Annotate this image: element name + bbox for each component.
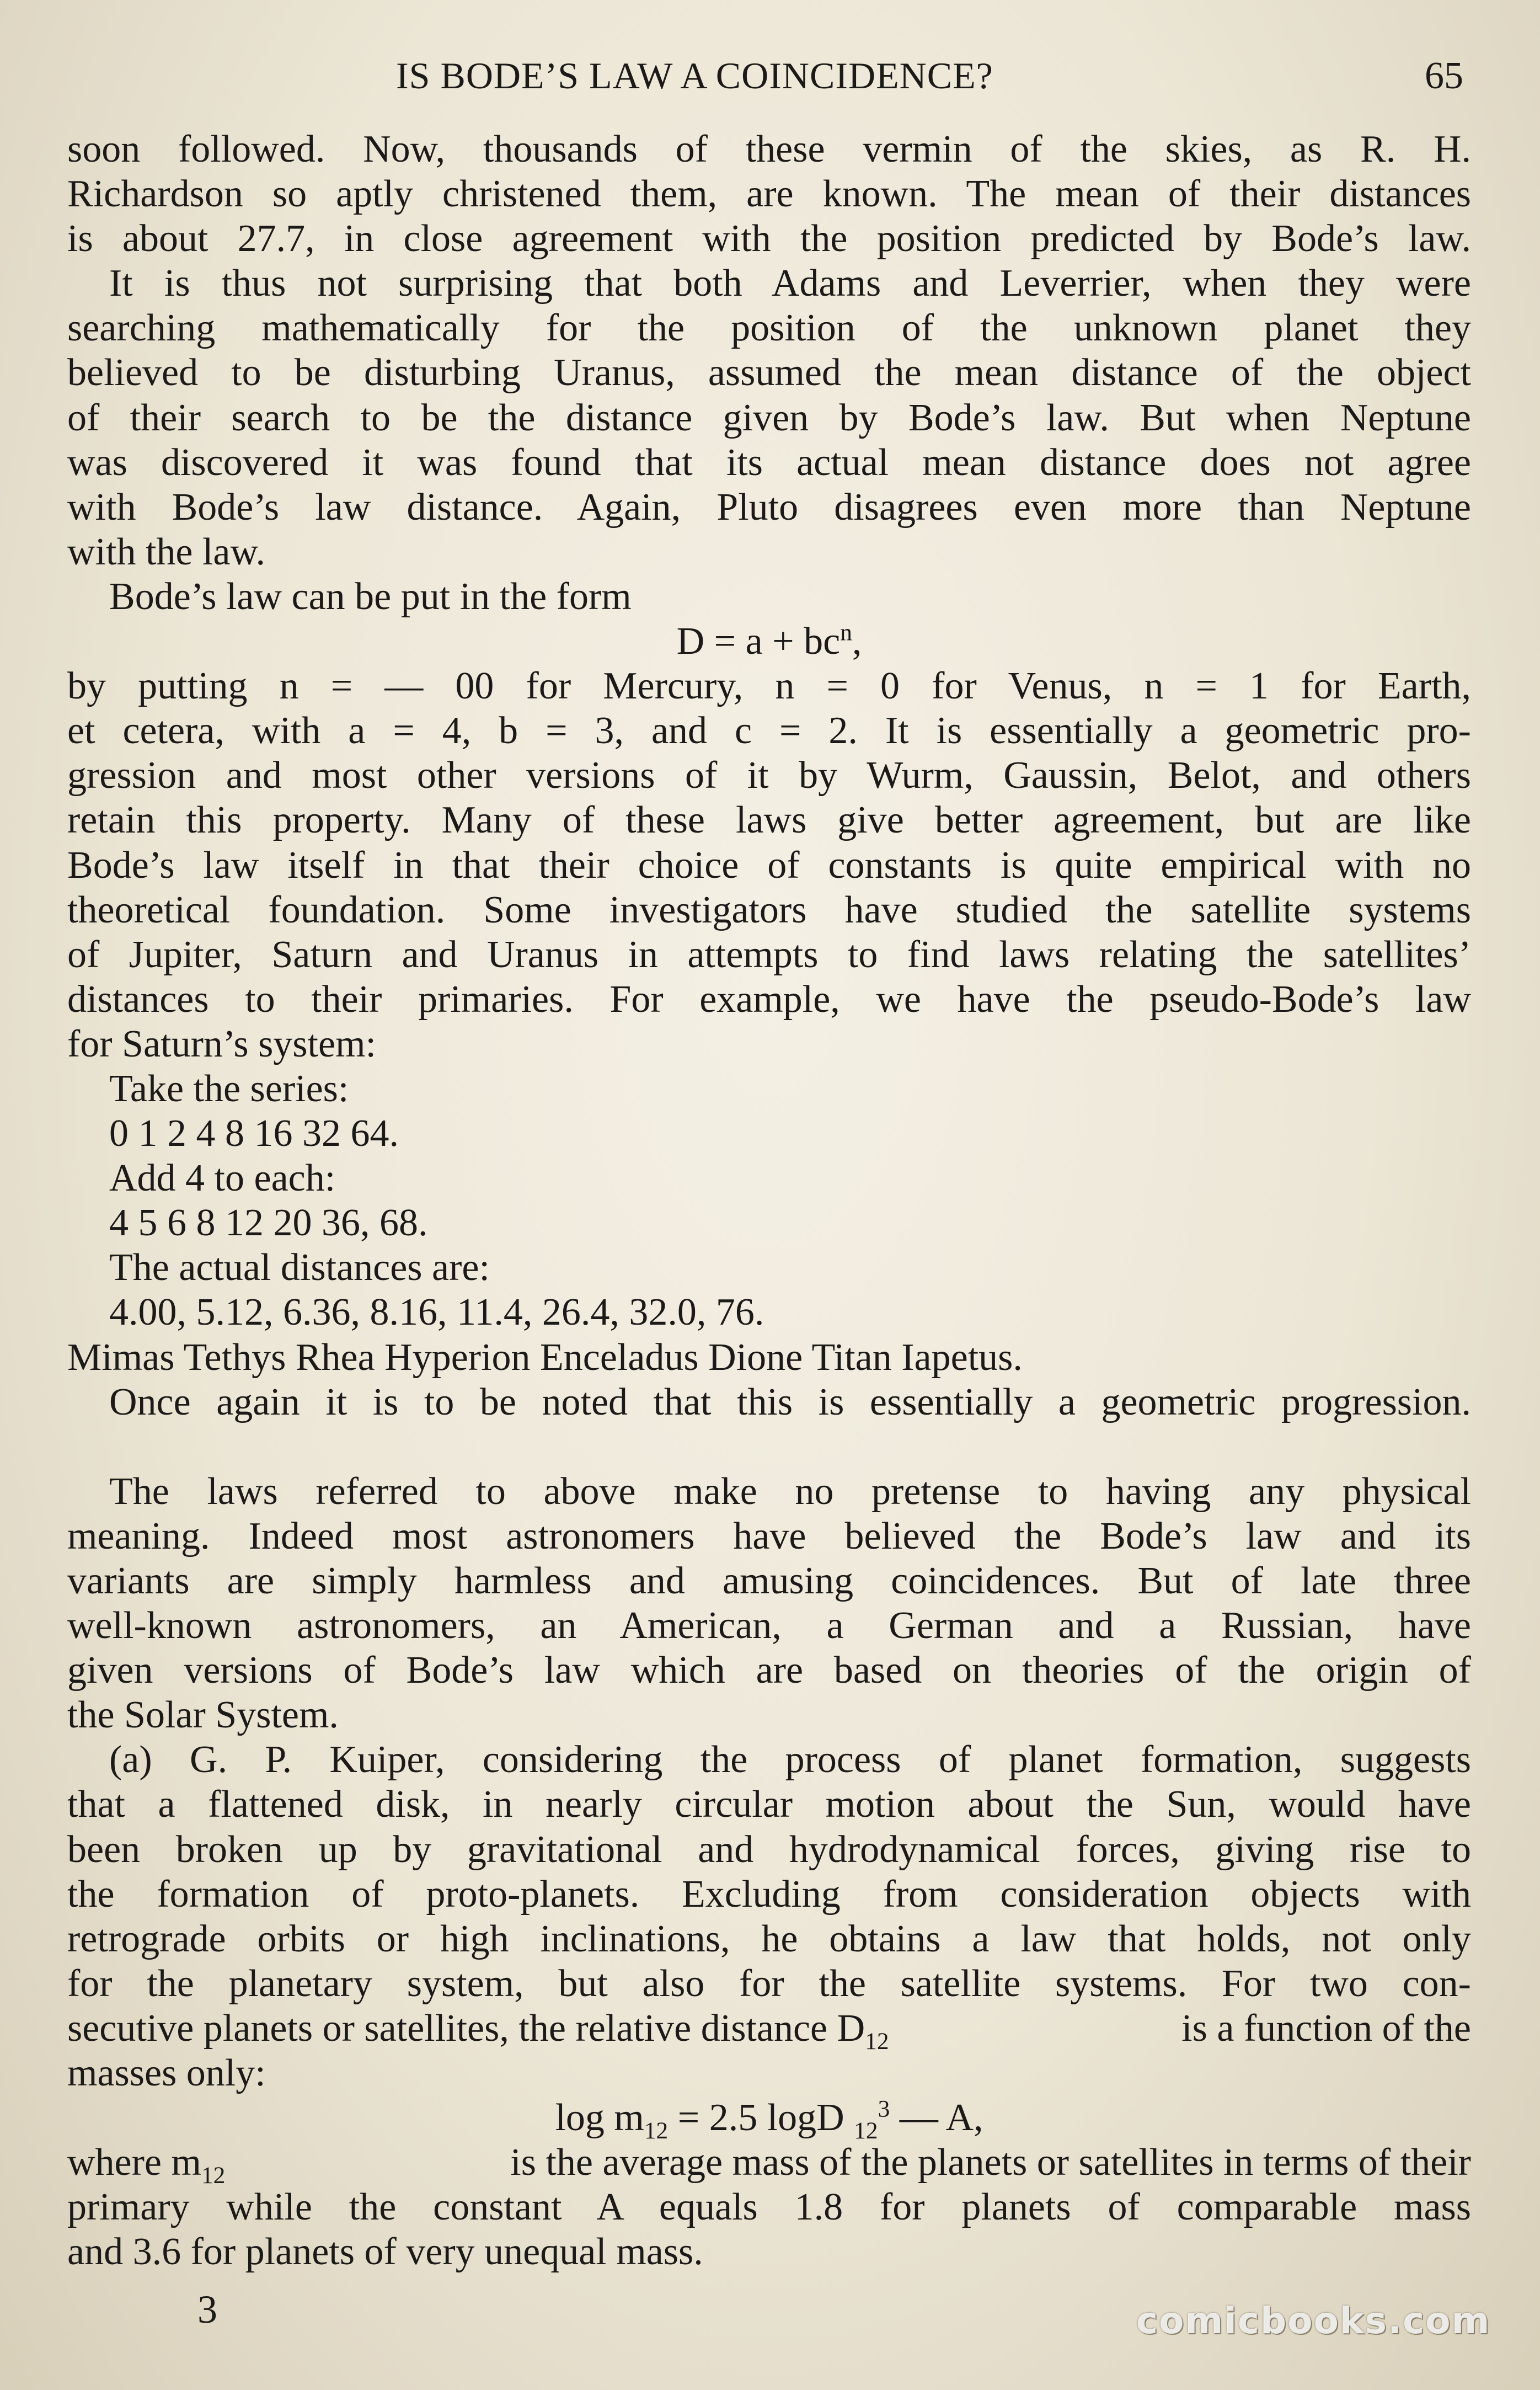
text-line: It is thus not surprising that both Adams and Leverrier, when they were	[109, 262, 1471, 305]
watermark: comicbooks.com	[1136, 2300, 1491, 2342]
text-line: of Jupiter, Saturn and Uranus in attempts to find laws relating the satellites’	[67, 933, 1471, 976]
text-line: gression and most other versions of it by Wurm, Gaussin, Belot, and others	[67, 754, 1471, 797]
text-line: variants are simply harmless and amusing coincidences. But of late three	[67, 1560, 1471, 1602]
paragraph-gap	[67, 1425, 1471, 1469]
text-line: and 3.6 for planets of very unequal mass.	[67, 2231, 703, 2274]
actual-distances: 4.00, 5.12, 6.36, 8.16, 11.4, 26.4, 32.0, 76.	[109, 1291, 764, 1334]
formula-bode	[67, 619, 1471, 664]
text-line: soon followed. Now, thousands of these vermin of the skies, as R. H.	[67, 128, 1471, 170]
text-line: well-known astronomers, an American, a German and a Russian, have	[67, 1604, 1471, 1647]
text-line: Once again it is to be noted that this is essentially a geometric progression.	[109, 1380, 1471, 1423]
text-segment: is the average mass of the planets or satellites in terms of their	[500, 2141, 1471, 2184]
body-text	[67, 127, 1471, 2275]
text-line-with-subscript	[67, 2140, 1471, 2189]
subscript-12: 12	[854, 2117, 878, 2144]
text-line: the Solar System.	[67, 1694, 339, 1737]
text-line: with Bode’s law distance. Again, Pluto disagrees even more than Neptune	[67, 486, 1471, 529]
text-line: was discovered it was found that its actual mean distance does not agree	[67, 441, 1471, 484]
series-values-plus-four: 4 5 6 8 12 20 36, 68.	[109, 1202, 428, 1245]
text-line-with-subscript	[67, 2006, 1471, 2055]
formula-part: = 2.5 logD	[668, 2096, 854, 2140]
text-line: retain this property. Many of these laws give better agreement, but are like	[67, 799, 1471, 842]
text-line: The actual distances are:	[109, 1246, 490, 1289]
page-number: 65	[1425, 55, 1463, 97]
running-title: IS BODE’S LAW A COINCIDENCE?	[396, 55, 993, 97]
text-line: searching mathematically for the position of the unknown planet they	[67, 307, 1471, 350]
text-line: by putting n = — 00 for Mercury, n = 0 for Venus, n = 1 for Earth,	[67, 665, 1471, 708]
text-line: for the planetary system, but also for the satellite systems. For two con-	[67, 1962, 1471, 2005]
subscript-12: 12	[201, 2162, 226, 2189]
text-line: distances to their primaries. For example, we have the pseudo-Bode’s law	[67, 978, 1471, 1021]
text-line: masses only:	[67, 2052, 266, 2095]
formula-exponent: n	[840, 619, 852, 646]
text-line: with the law.	[67, 530, 265, 573]
signature-mark: 3	[197, 2287, 217, 2332]
text-line: the formation of proto-planets. Excluding from consideration objects with	[67, 1872, 1471, 1916]
text-line: (a) G. P. Kuiper, considering the process of planet formation, suggests	[109, 1738, 1471, 1781]
text-segment: is a function of the	[1172, 2007, 1471, 2050]
superscript-3: 3	[878, 2095, 890, 2122]
text-line: is about 27.7, in close agreement with the position predicted by Bode’s law.	[67, 217, 1471, 260]
text-line: Take the series:	[109, 1067, 349, 1110]
text-line: meaning. Indeed most astronomers have believed the Bode’s law and its	[67, 1514, 1471, 1557]
formula-kuiper	[67, 2095, 1471, 2144]
text-line: of their search to be the distance given by Bode’s law. But when Neptune	[67, 396, 1471, 439]
text-line: believed to be disturbing Uranus, assumed the mean distance of the object	[67, 351, 1471, 394]
text-line: for Saturn’s system:	[67, 1022, 376, 1065]
text-line: been broken up by gravitational and hydrodynamical forces, giving rise to	[67, 1828, 1471, 1871]
text-line: that a flattened disk, in nearly circular motion about the Sun, would have	[67, 1783, 1471, 1826]
formula-tail: ,	[852, 620, 862, 663]
subscript-12: 12	[865, 2028, 889, 2055]
text-line: et cetera, with a = 4, b = 3, and c = 2. It is essentially a geometric pro-	[67, 709, 1471, 753]
running-header	[0, 54, 1540, 109]
text-line: primary while the constant A equals 1.8 for planets of comparable mass	[67, 2186, 1471, 2229]
series-values: 0 1 2 4 8 16 32 64.	[109, 1112, 399, 1155]
text-line: retrograde orbits or high inclinations, he obtains a law that holds, not only	[67, 1917, 1471, 1960]
formula-part: log m	[555, 2096, 644, 2140]
text-line: theoretical foundation. Some investigators have studied the satellite systems	[67, 888, 1471, 931]
text-line: The laws referred to above make no pretense to having any physical	[109, 1470, 1471, 1513]
satellite-names: Mimas Tethys Rhea Hyperion Enceladus Dione Titan Iapetus.	[67, 1336, 1023, 1379]
text-line: Bode’s law can be put in the form	[109, 575, 632, 618]
text-line: Bode’s law itself in that their choice of constants is quite empirical with no	[67, 844, 1471, 887]
text-segment: secutive planets or satellites, the relative distance D	[67, 2007, 865, 2050]
formula-part: — A,	[890, 2096, 983, 2140]
text-line: Richardson so aptly christened them, are known. The mean of their distances	[67, 173, 1471, 216]
text-line: Add 4 to each:	[109, 1157, 336, 1200]
subscript-12: 12	[644, 2117, 669, 2144]
text-segment: where m	[67, 2141, 201, 2184]
text-line: given versions of Bode’s law which are based on theories of the origin of	[67, 1649, 1471, 1692]
formula-main: D = a + bc	[676, 620, 841, 663]
